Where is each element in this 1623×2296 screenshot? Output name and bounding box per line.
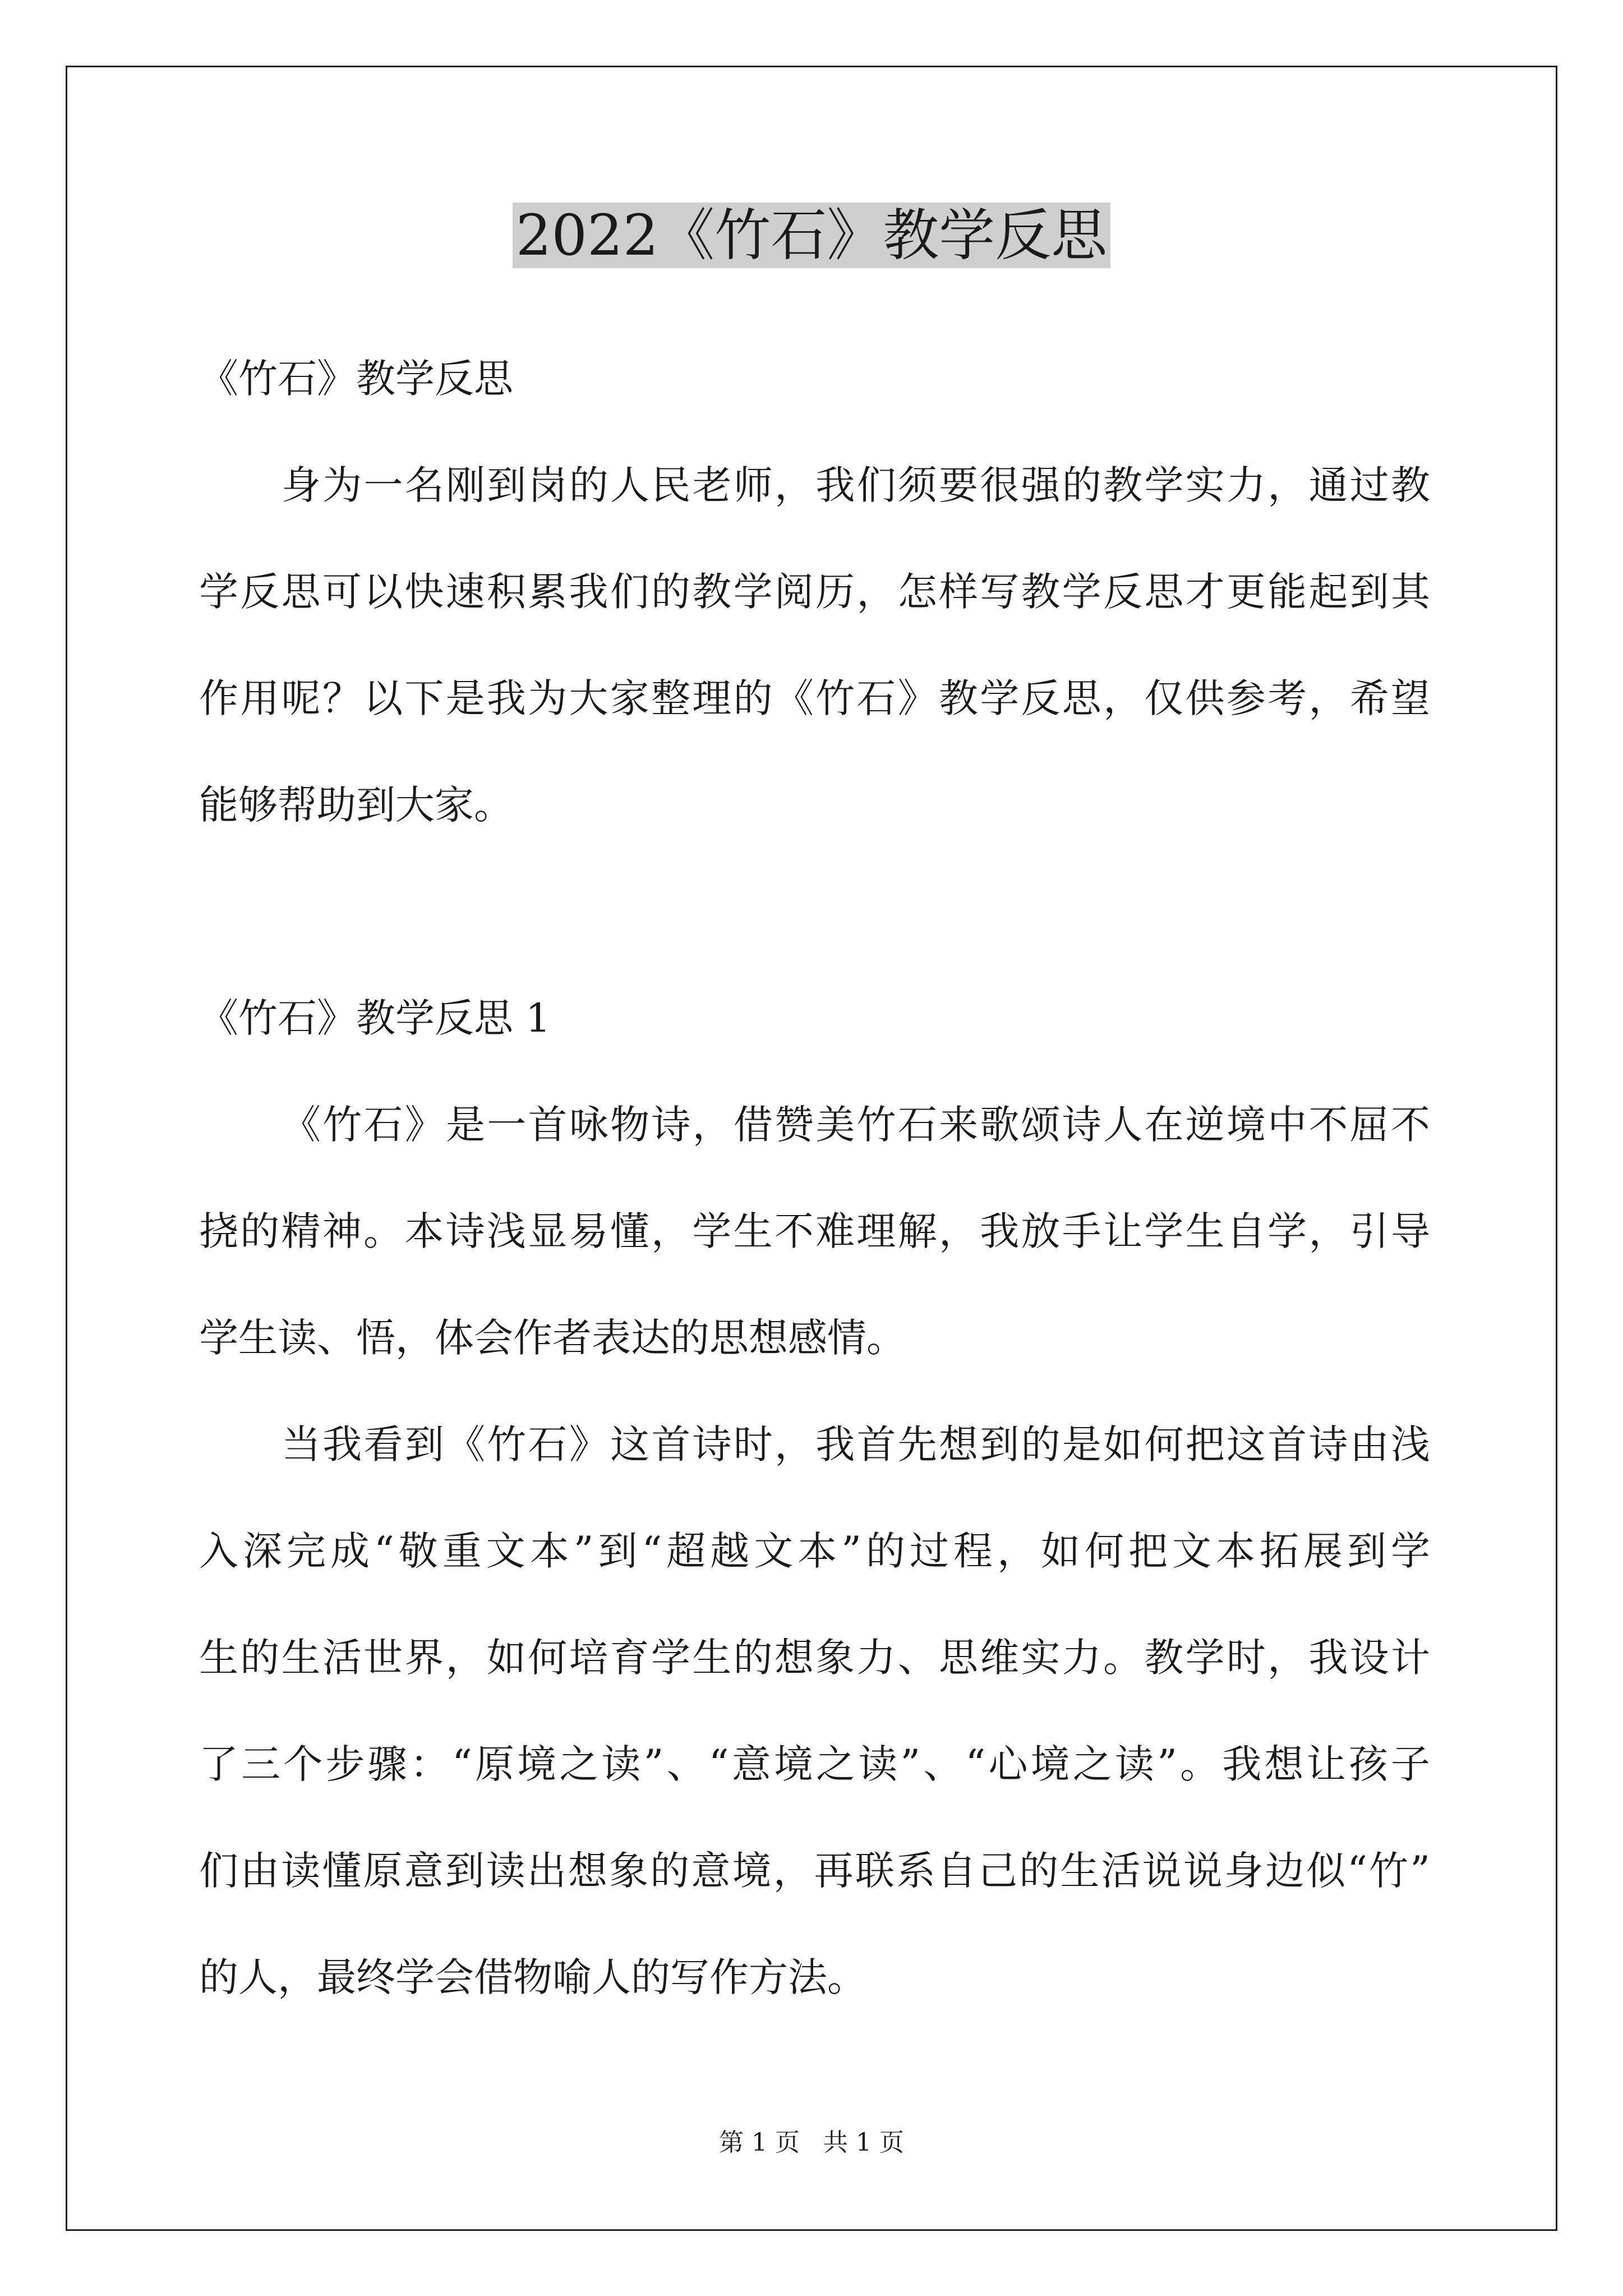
paragraph-2-line: 当我看到《竹石》这首诗时，我首先想到的是如何把这首诗由浅 bbox=[282, 1421, 1430, 1467]
page-footer: 第 1 页 共 1 页 bbox=[719, 2128, 904, 2157]
document-title bbox=[0, 196, 1623, 275]
paragraph-2-line: 入深完成“敬重文本”到“超越文本”的过程，如何把文本拓展到学 bbox=[199, 1528, 1430, 1574]
section-heading-1: 《竹石》教学反思 1 bbox=[199, 995, 551, 1041]
paragraph-1-line: 《竹石》是一首咏物诗，借赞美竹石来歌颂诗人在逆境中不屈不 bbox=[282, 1102, 1430, 1148]
paragraph-1-line: 学生读、悟，体会作者表达的思想感情。 bbox=[199, 1315, 906, 1361]
paragraph-2-line: 的人，最终学会借物喻人的写作方法。 bbox=[199, 1954, 866, 2000]
intro-paragraph-line: 学反思可以快速积累我们的教学阅历，怎样写教学反思才更能起到其 bbox=[199, 569, 1430, 615]
paragraph-2-line: 了三个步骤：“原境之读”、“意境之读”、“心境之读”。我想让孩子 bbox=[199, 1741, 1430, 1787]
intro-paragraph-line: 作用呢？以下是我为大家整理的《竹石》教学反思，仅供参考，希望 bbox=[199, 675, 1430, 721]
intro-paragraph-line: 身为一名刚到岗的人民老师，我们须要很强的教学实力，通过教 bbox=[282, 462, 1430, 508]
paragraph-2-line: 们由读懂原意到读出想象的意境，再联系自己的生活说说身边似“竹” bbox=[199, 1848, 1430, 1894]
section-heading-intro: 《竹石》教学反思 bbox=[199, 356, 513, 402]
document-title-text: 2022《竹石》教学反思 bbox=[513, 203, 1111, 268]
intro-paragraph-line: 能够帮助到大家。 bbox=[199, 782, 513, 828]
paragraph-1-line: 挠的精神。本诗浅显易懂，学生不难理解，我放手让学生自学，引导 bbox=[199, 1208, 1430, 1254]
paragraph-2-line: 生的生活世界，如何培育学生的想象力、思维实力。教学时，我设计 bbox=[199, 1635, 1430, 1681]
